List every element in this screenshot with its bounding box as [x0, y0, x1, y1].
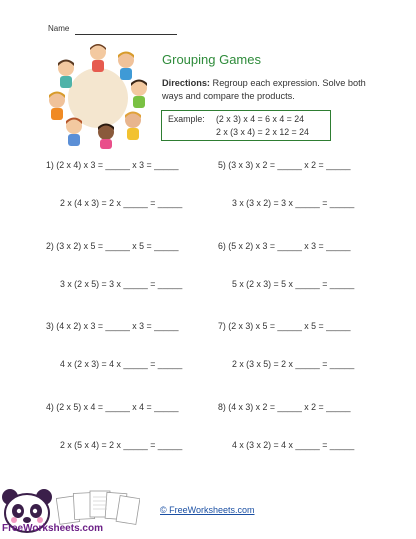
problem-7-step-a: 7) (2 x 3) x 5 = _____ x 5 = _____ [218, 321, 351, 331]
problem-5-step-b: 3 x (3 x 2) = 3 x _____ = _____ [232, 198, 355, 208]
problem-4-step-a: 4) (2 x 5) x 4 = _____ x 4 = _____ [46, 402, 179, 412]
problem-5-step-a: 5) (3 x 3) x 2 = _____ x 2 = _____ [218, 160, 351, 170]
problem-6-step-b: 5 x (2 x 3) = 5 x _____ = _____ [232, 279, 355, 289]
problem-1-step-a: 1) (2 x 4) x 3 = _____ x 3 = _____ [46, 160, 179, 170]
example-line-1: (2 x 3) x 4 = 6 x 4 = 24 [216, 114, 305, 124]
name-label: Name [48, 24, 70, 33]
problem-8-step-b: 4 x (3 x 2) = 4 x _____ = _____ [232, 440, 355, 450]
freeworksheets-logo-text: FreeWorksheets.com [2, 523, 103, 534]
problem-1-step-b: 2 x (4 x 3) = 2 x _____ = _____ [60, 198, 183, 208]
problem-4-step-b: 2 x (5 x 4) = 2 x _____ = _____ [60, 440, 183, 450]
directions-text: Regroup each expression. Solve both ways and compare the products. [162, 78, 366, 101]
directions [162, 77, 367, 103]
name-line [75, 34, 177, 35]
kids-circle-illustration [48, 40, 148, 150]
directions-label: Directions: [162, 78, 210, 88]
copyright-link[interactable]: © FreeWorksheets.com [160, 505, 255, 515]
problem-3-step-b: 4 x (2 x 3) = 4 x _____ = _____ [60, 359, 183, 369]
example-label: Example: [168, 114, 205, 124]
problem-2-step-b: 3 x (2 x 5) = 3 x _____ = _____ [60, 279, 183, 289]
worksheet-thumbnails-icon [56, 487, 140, 527]
page-title: Grouping Games [162, 52, 261, 67]
problem-6-step-a: 6) (5 x 2) x 3 = _____ x 3 = _____ [218, 241, 351, 251]
problem-8-step-a: 8) (4 x 3) x 2 = _____ x 2 = _____ [218, 402, 351, 412]
example-line-2: 2 x (3 x 4) = 2 x 12 = 24 [216, 127, 309, 137]
problem-3-step-a: 3) (4 x 2) x 3 = _____ x 3 = _____ [46, 321, 179, 331]
problem-7-step-b: 2 x (3 x 5) = 2 x _____ = _____ [232, 359, 355, 369]
problem-2-step-a: 2) (3 x 2) x 5 = _____ x 5 = _____ [46, 241, 179, 251]
